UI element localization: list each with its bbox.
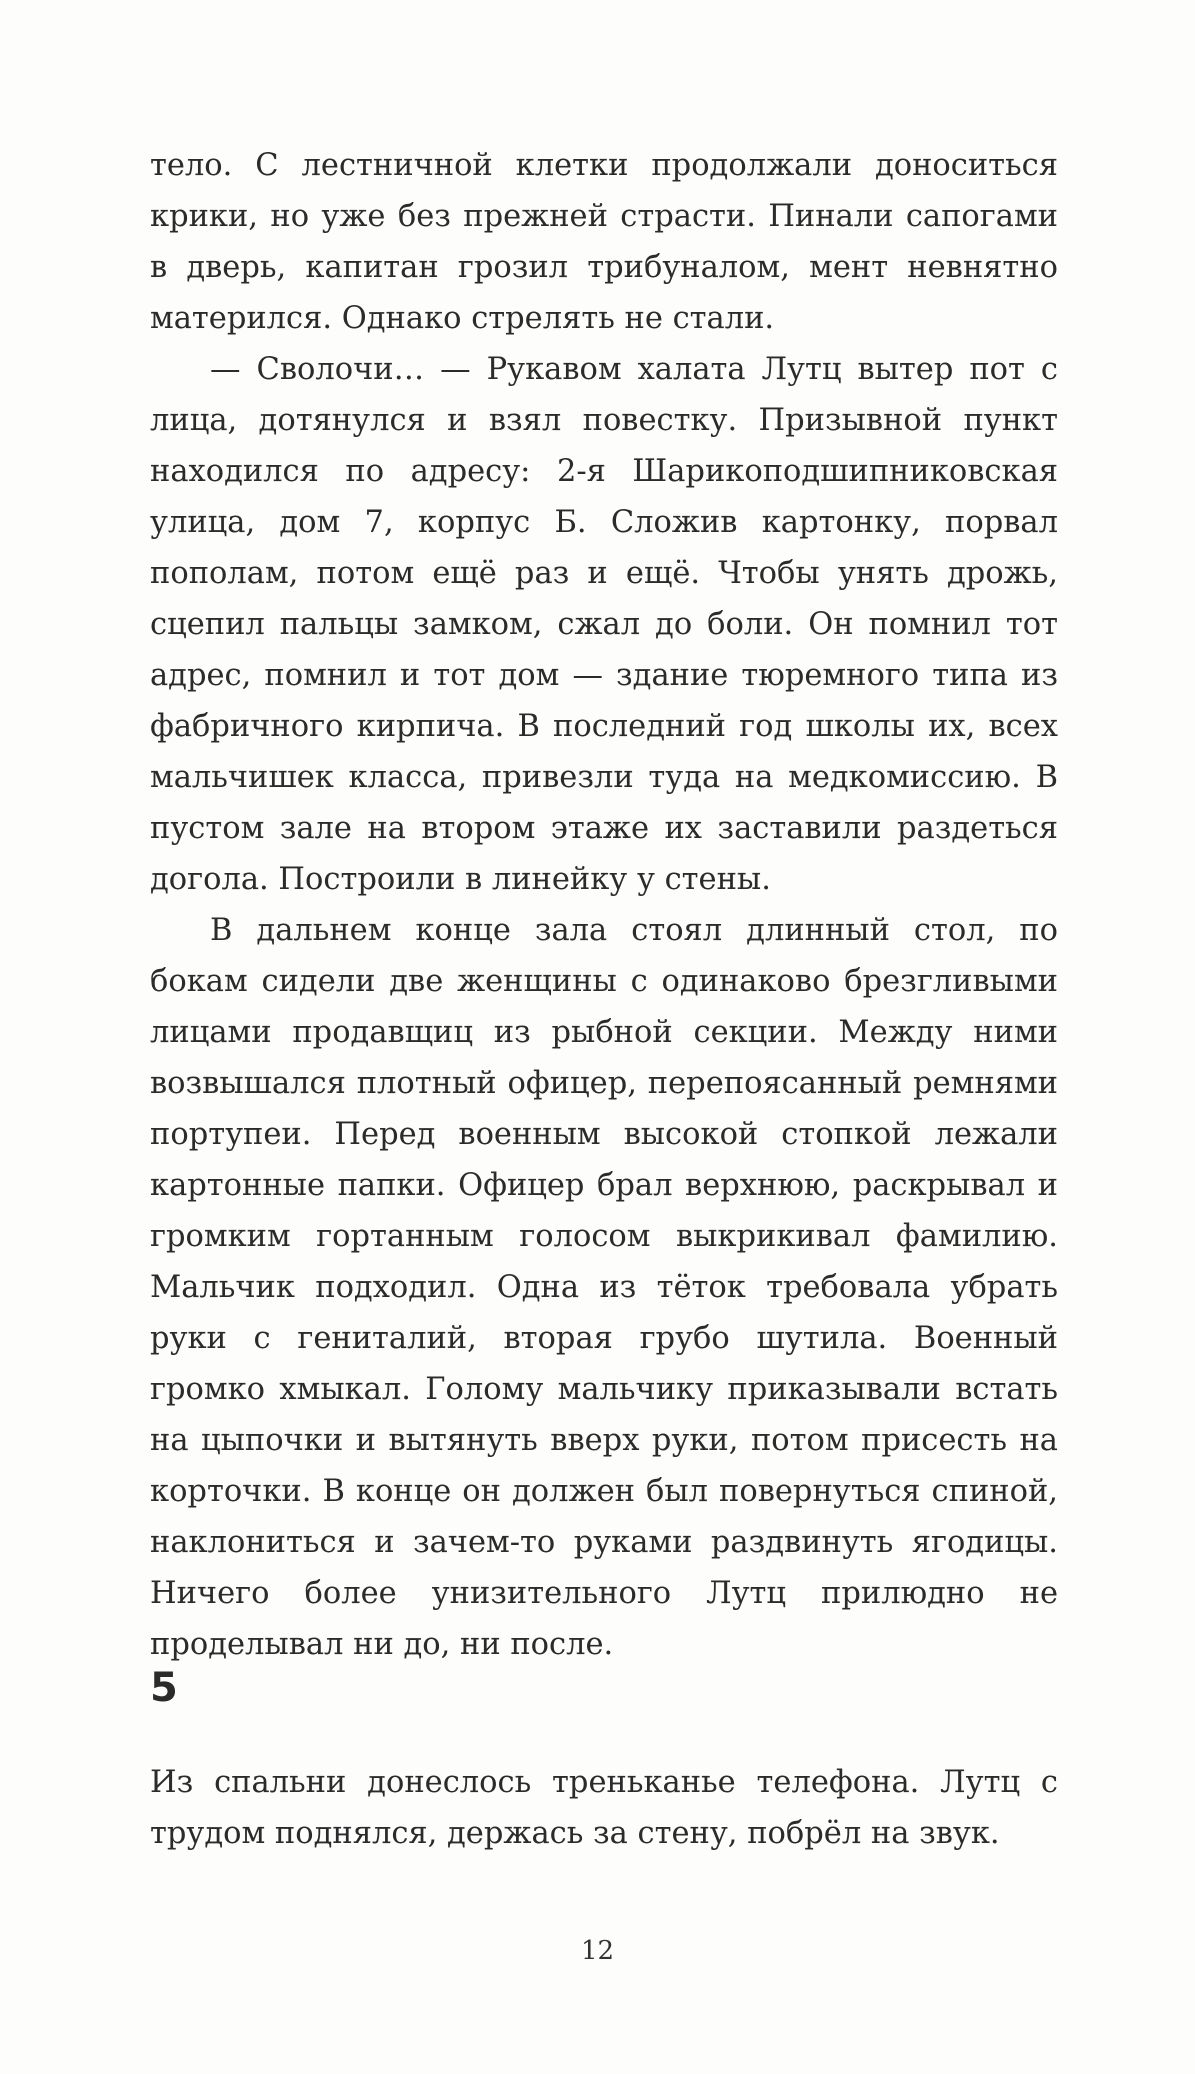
chapter-number: 5 <box>150 1665 178 1711</box>
paragraph-continuation: тело. С лестничной клетки продолжали доноситься крики, но уже без прежней страсти. Пинали сапогами в дверь, капитан грозил трибуналом, мент невнятно матерился. Однако стрелять не стали. <box>150 148 1058 336</box>
page-number: 12 <box>580 1936 615 1966</box>
paragraph-medical-commission: В дальнем конце зала стоял длинный стол, по бокам сидели две женщины с одинаково брезгливыми лицами продавщиц из рыбной секции. Между ними возвышался плотный офицер, перепоясанный ремнями портупеи. Перед военным высокой стопкой лежали картонные папки. Офицер брал верхнюю, раскрывал и громким гортанным голосом выкрикивал фамилию. Мальчик подходил. Одна из тёток требовала убрать руки с гениталий, вторая грубо шутила. Военный громко хмыкал. Голому мальчику приказывали встать на цыпочки и вытянуть вверх руки, потом присесть на корточки. В конце он должен был повернуться спиной, наклониться и зачем-то руками раздвинуть ягодицы. Ничего более унизительного Лутц прилюдно не проделывал ни до, ни после. <box>150 913 1058 1662</box>
paragraph-dialogue: — Сволочи… — Рукавом халата Лутц вытер пот с лица, дотянулся и взял повестку. Призывной пункт находился по адресу: 2-я Шарикоподшипниковская улица, дом 7, корпус Б. Сложив картонку, порвал пополам, потом ещё раз и ещё. Чтобы унять дрожь, сцепил пальцы замком, сжал до боли. Он помнил тот адрес, помнил и тот дом — здание тюремного типа из фабричного кирпича. В последний год школы их, всех мальчишек класса, привезли туда на медкомиссию. В пустом зале на втором этаже их заставили раздеться догола. Построили в линейку у стены. <box>150 352 1058 897</box>
paragraph-chapter-start: Из спальни донеслось треньканье телефона. Лутц с трудом поднялся, держась за стену, побрёл на звук. <box>150 1765 1058 1851</box>
body-text-top <box>150 140 1058 1670</box>
body-text-bottom <box>150 1757 1058 1859</box>
